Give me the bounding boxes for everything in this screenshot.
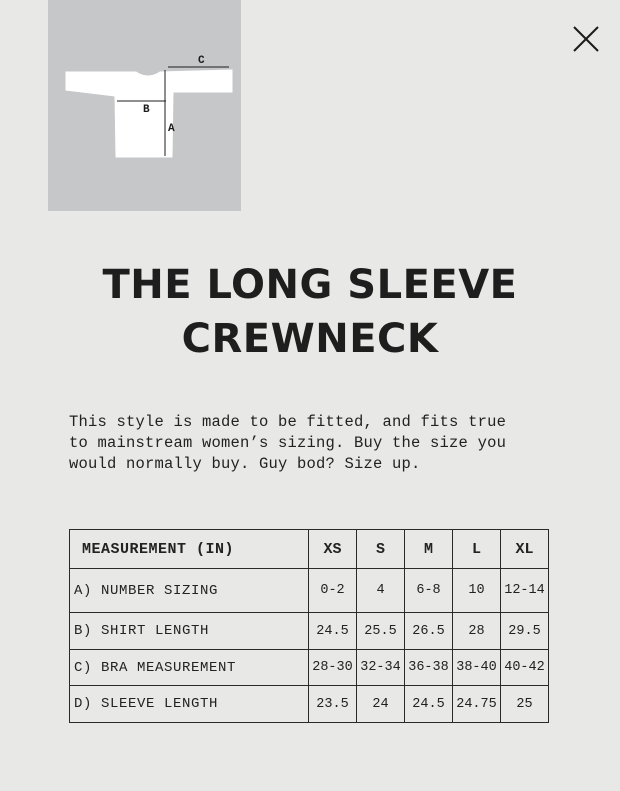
header-size-l: L [453, 530, 501, 569]
title-line-2: CREWNECK [181, 316, 439, 362]
fit-description [69, 412, 549, 475]
table-row [70, 613, 549, 650]
title-line-1: THE LONG SLEEVE [102, 262, 518, 308]
size-chart-table [69, 529, 549, 723]
header-measurement: MEASUREMENT (IN) [70, 530, 309, 569]
label-b: B [143, 104, 150, 116]
description-line-2: to mainstream women’s sizing. Buy the size you [69, 434, 507, 452]
table-cell: 24 [357, 686, 405, 723]
close-button[interactable] [571, 24, 601, 54]
size-diagram [48, 0, 241, 211]
table-cell: 28-30 [309, 650, 357, 686]
row-label: A) NUMBER SIZING [70, 569, 309, 613]
header-size-m: M [405, 530, 453, 569]
row-label: B) SHIRT LENGTH [70, 613, 309, 650]
close-icon [571, 24, 601, 54]
table-cell: 4 [357, 569, 405, 613]
table-cell: 40-42 [501, 650, 549, 686]
table-row [70, 569, 549, 613]
table-row [70, 686, 549, 723]
table-cell: 24.5 [405, 686, 453, 723]
table-cell: 32-34 [357, 650, 405, 686]
table-cell: 28 [453, 613, 501, 650]
table-cell: 12-14 [501, 569, 549, 613]
table-cell: 25.5 [357, 613, 405, 650]
table-cell: 23.5 [309, 686, 357, 723]
header-size-s: S [357, 530, 405, 569]
shirt-diagram-illustration [48, 0, 241, 211]
table-cell: 29.5 [501, 613, 549, 650]
table-cell: 26.5 [405, 613, 453, 650]
header-size-xl: XL [501, 530, 549, 569]
table-row [70, 650, 549, 686]
description-line-3: would normally buy. Guy bod? Size up. [69, 455, 421, 473]
table-cell: 36-38 [405, 650, 453, 686]
row-label: D) SLEEVE LENGTH [70, 686, 309, 723]
table-cell: 38-40 [453, 650, 501, 686]
table-header-row [70, 530, 549, 569]
label-a: A [168, 123, 175, 135]
table-cell: 24.75 [453, 686, 501, 723]
header-size-xs: XS [309, 530, 357, 569]
table-cell: 25 [501, 686, 549, 723]
row-label: C) BRA MEASUREMENT [70, 650, 309, 686]
table-cell: 6-8 [405, 569, 453, 613]
page-title [0, 258, 620, 366]
table-cell: 0-2 [309, 569, 357, 613]
label-c: C [198, 55, 205, 67]
table-cell: 10 [453, 569, 501, 613]
description-line-1: This style is made to be fitted, and fits true [69, 413, 507, 431]
table-cell: 24.5 [309, 613, 357, 650]
